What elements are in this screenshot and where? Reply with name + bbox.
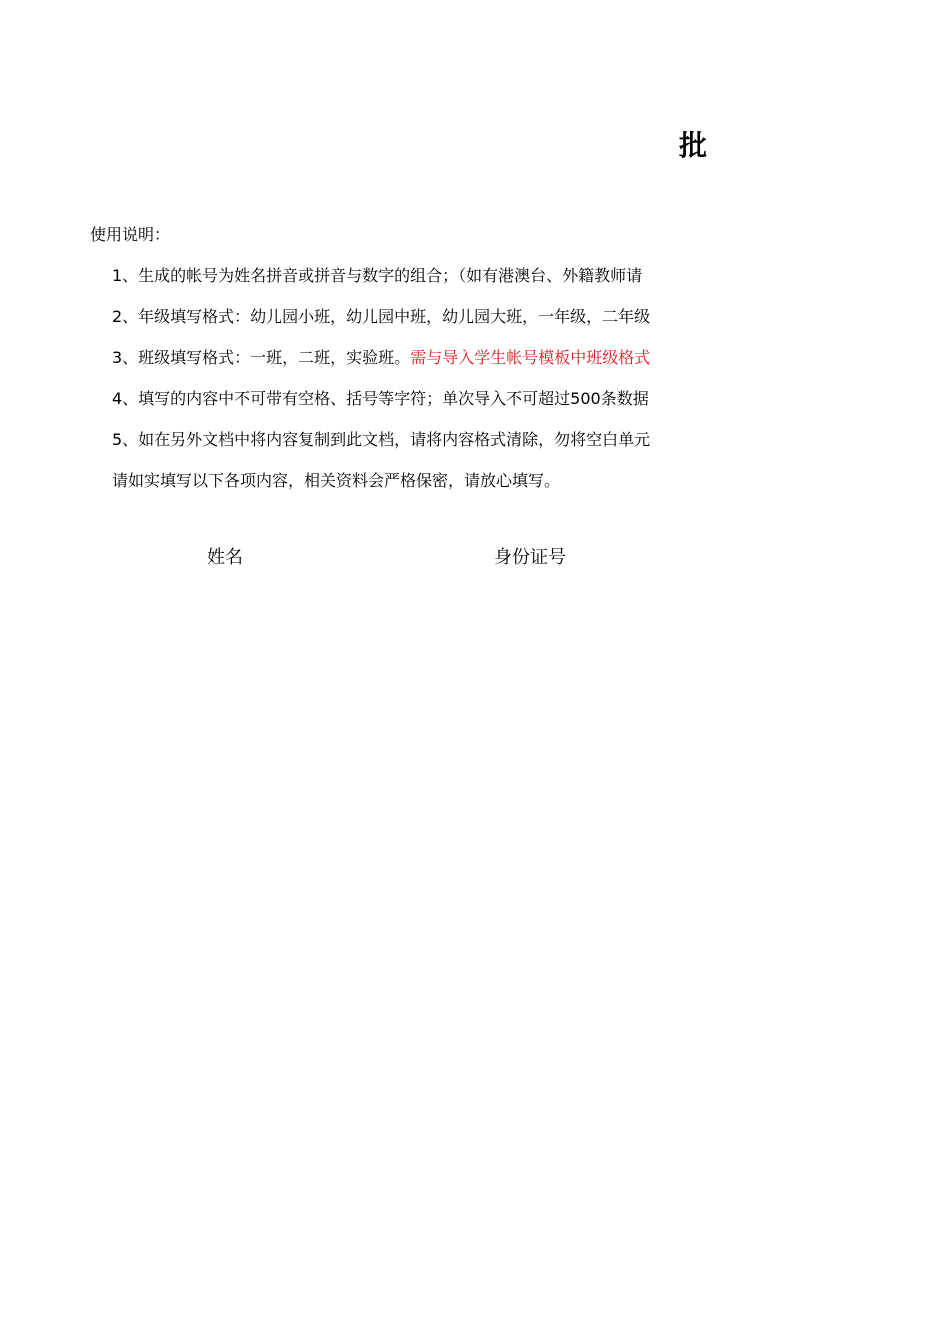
instruction-line-1 — [112, 265, 642, 287]
instruction-line-2 — [112, 306, 650, 328]
instruction-line-3 — [112, 347, 650, 369]
notice-line: 请如实填写以下各项内容，相关资料会严格保密，请放心填写。 — [112, 471, 561, 490]
instruction-highlight: 需与导入学生帐号模板中班级格式 — [410, 348, 651, 367]
instruction-line-5 — [112, 429, 650, 451]
instruction-text: 1、生成的帐号为姓名拼音或拼音与数字的组合；（如有港澳台、外籍教师请 — [112, 266, 643, 285]
instruction-line-4 — [112, 388, 649, 410]
instruction-text: 5、如在另外文档中将内容复制到此文档，请将内容格式清除，勿将空白单元 — [112, 430, 651, 449]
instruction-text: 2、年级填写格式：幼儿园小班，幼儿园中班，幼儿园大班，一年级，二年级 — [112, 307, 651, 326]
column-header-name: 姓名 — [207, 547, 243, 568]
instruction-text: 4、填写的内容中不可带有空格、括号等字符；单次导入不可超过500条数据 — [112, 389, 649, 408]
page-title: 批 — [679, 129, 708, 162]
usage-instructions-label: 使用说明： — [90, 225, 171, 244]
instruction-text: 3、班级填写格式：一班，二班，实验班。 — [112, 348, 411, 367]
column-header-id-number: 身份证号 — [494, 547, 566, 568]
